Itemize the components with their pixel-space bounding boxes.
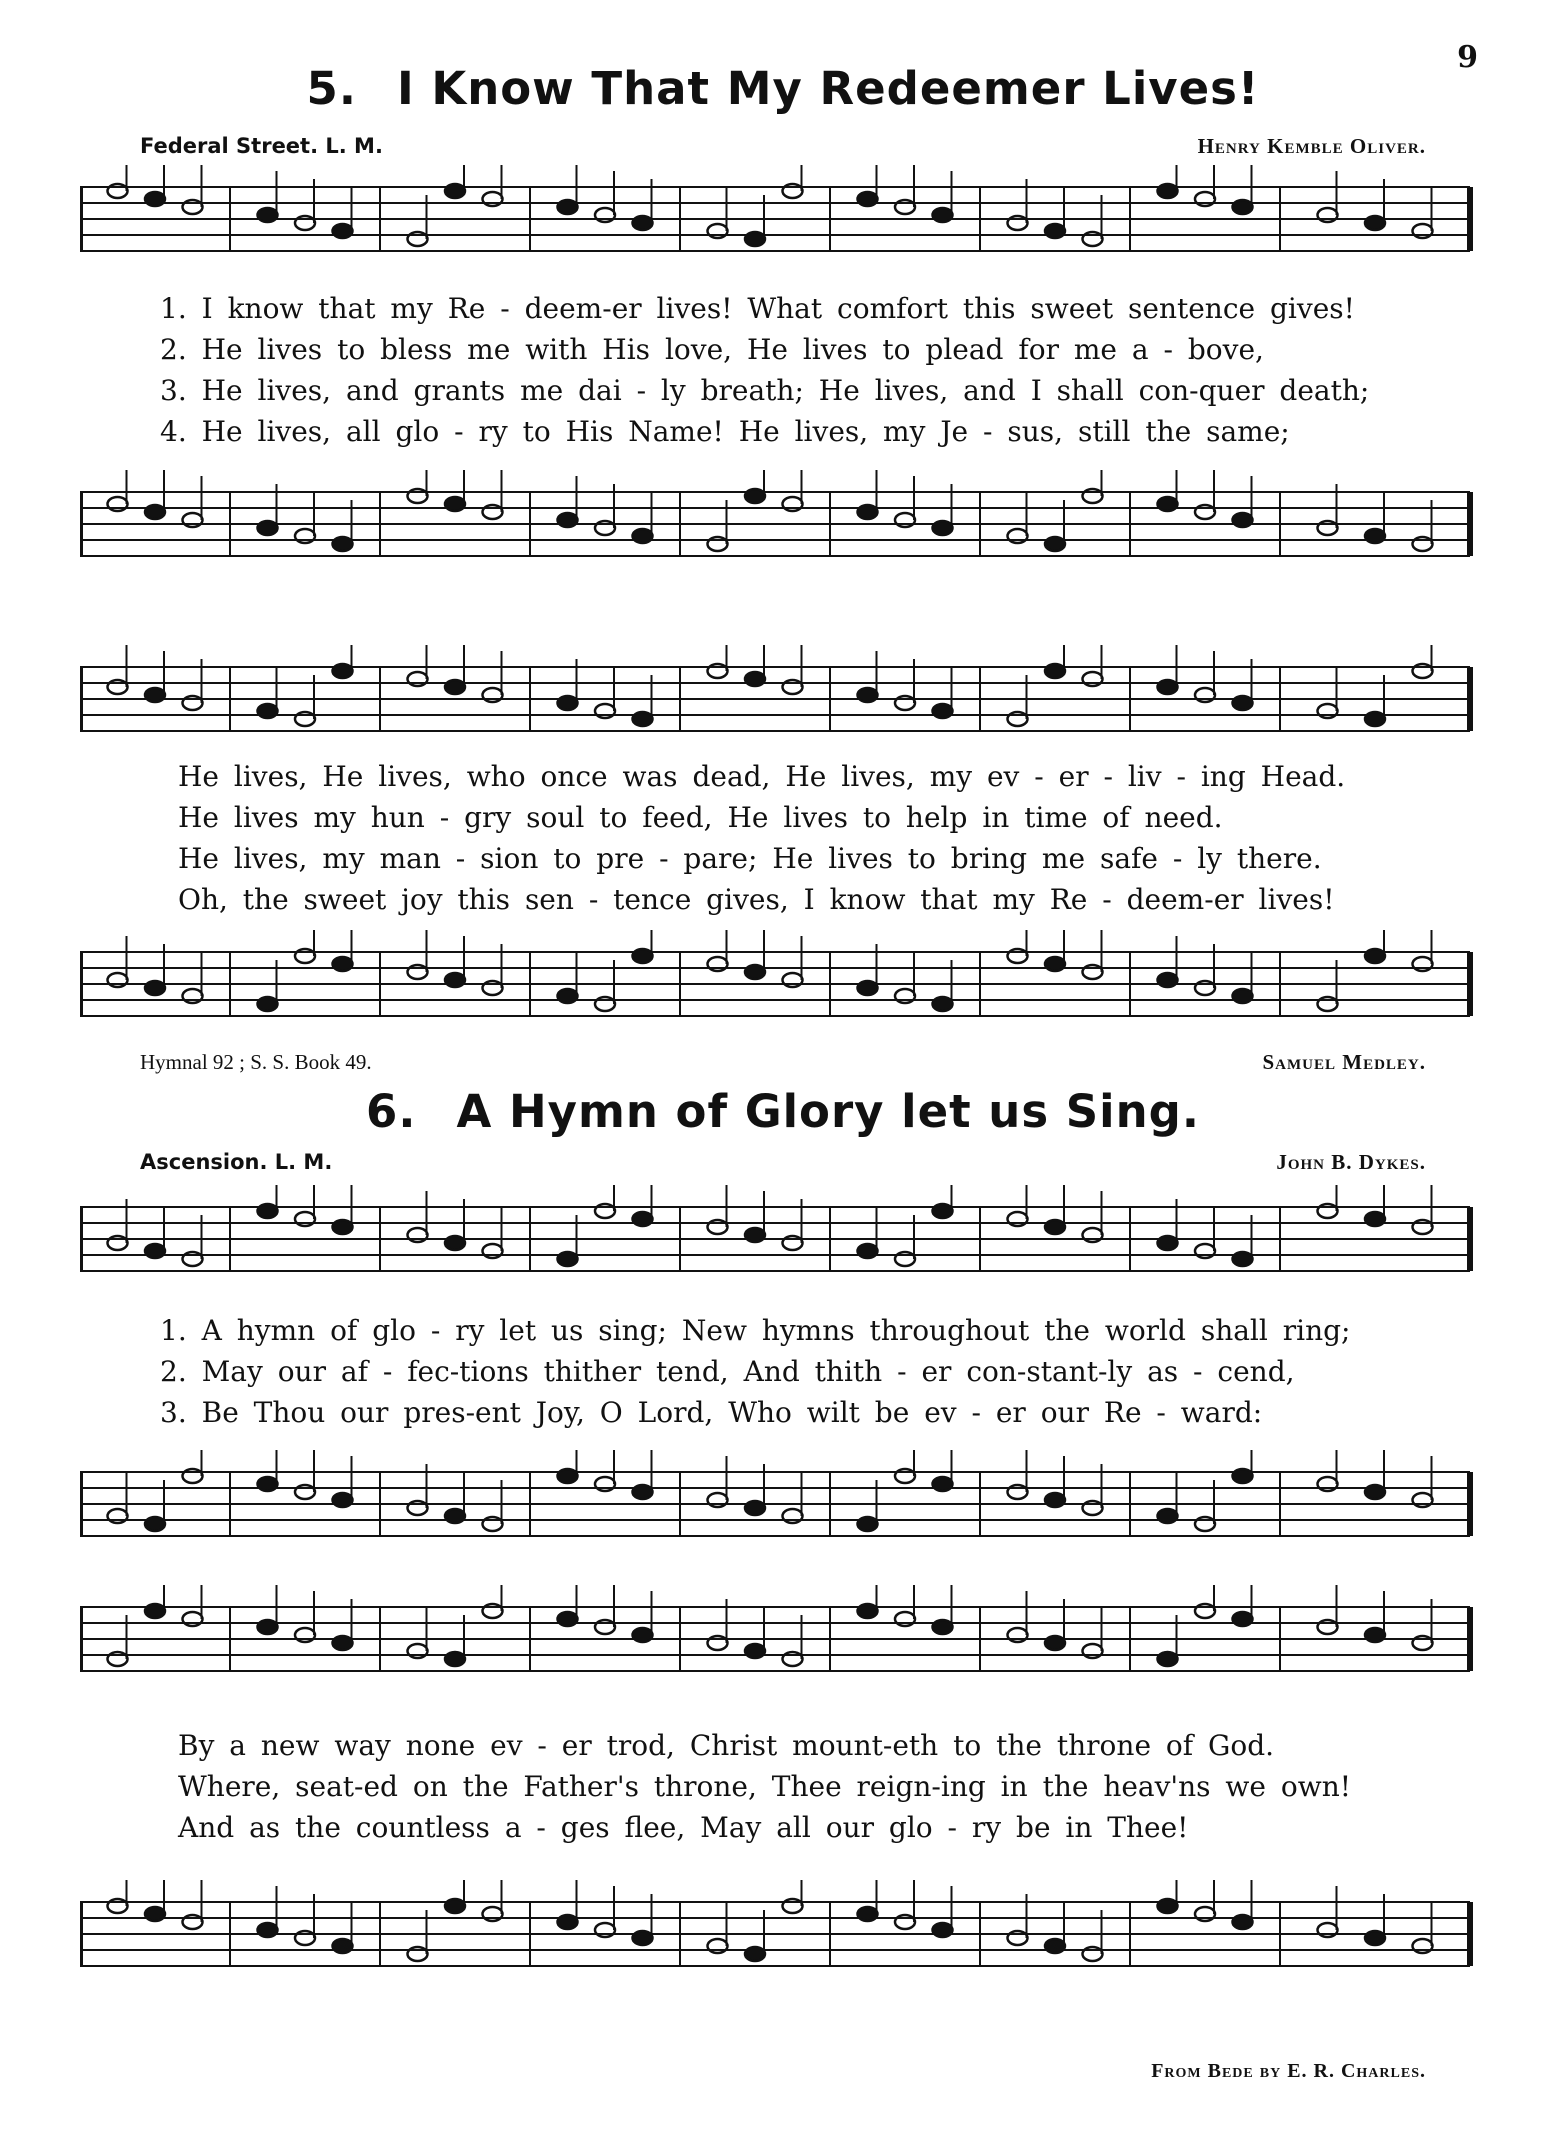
- note-head: [1045, 957, 1065, 971]
- note-head: [633, 712, 653, 726]
- note-head: [445, 1236, 465, 1250]
- note-head: [1158, 1652, 1178, 1666]
- lyric-line: Oh, the sweet joy this sen - tence gives, I know that my Re - deem-er lives!: [178, 883, 1335, 916]
- note-head: [1233, 696, 1253, 710]
- note-head: [1233, 989, 1253, 1003]
- note-head: [933, 208, 953, 222]
- note-head: [333, 664, 353, 678]
- note-head: [1365, 1931, 1385, 1945]
- note-head: [1158, 1899, 1178, 1913]
- source-note: From Bede by E. R. Charles.: [1151, 2060, 1426, 2082]
- note-head: [145, 688, 165, 702]
- note-head: [258, 521, 278, 535]
- treble-staff: [80, 165, 1480, 305]
- note-head: [1158, 497, 1178, 511]
- note-head: [558, 696, 578, 710]
- note-head: [1045, 1939, 1065, 1953]
- lyric-line: 4. He lives, all glo - ry to His Name! He lives, my Je - sus, still the same;: [160, 415, 1290, 448]
- note-head: [1045, 1220, 1065, 1234]
- hymn-title-text: A Hymn of Glory let us Sing.: [456, 1085, 1200, 1138]
- note-head: [1365, 216, 1385, 230]
- note-head: [558, 513, 578, 527]
- lyric-line: 2. May our af - fec-tions thither tend, And thith - er con-stant-ly as - cend,: [160, 1355, 1295, 1388]
- hymn-title: [0, 62, 1566, 115]
- note-head: [258, 1620, 278, 1634]
- note-head: [745, 965, 765, 979]
- lyric-line: 3. He lives, and grants me dai - ly breath; He lives, and I shall con-quer death;: [160, 374, 1370, 407]
- hymn-number: 6.: [366, 1085, 417, 1138]
- note-head: [1045, 224, 1065, 238]
- note-head: [1233, 1252, 1253, 1266]
- treble-staff: [80, 1185, 1480, 1325]
- note-head: [633, 216, 653, 230]
- note-head: [858, 505, 878, 519]
- note-head: [145, 1517, 165, 1531]
- note-head: [633, 1485, 653, 1499]
- note-head: [933, 997, 953, 1011]
- author-name: Samuel Medley.: [1262, 1050, 1426, 1074]
- note-head: [1045, 1636, 1065, 1650]
- lyric-line: By a new way none ev - er trod, Christ mount-eth to the throne of God.: [178, 1729, 1275, 1762]
- note-head: [445, 184, 465, 198]
- note-head: [333, 537, 353, 551]
- note-head: [1233, 1469, 1253, 1483]
- lyric-line: He lives my hun - gry soul to feed, He lives to help in time of need.: [178, 801, 1223, 834]
- note-head: [933, 1620, 953, 1634]
- note-head: [445, 973, 465, 987]
- note-head: [933, 704, 953, 718]
- note-head: [745, 232, 765, 246]
- note-head: [858, 1517, 878, 1531]
- note-head: [745, 1644, 765, 1658]
- stanza-block: [160, 288, 1480, 452]
- source-note: Hymnal 92 ; S. S. Book 49.: [140, 1050, 372, 1074]
- note-head: [933, 1477, 953, 1491]
- note-head: [1365, 1212, 1385, 1226]
- note-head: [558, 989, 578, 1003]
- note-head: [333, 1493, 353, 1507]
- lyric-line: 3. Be Thou our pres-ent Joy, O Lord, Who wilt be ev - er our Re - ward:: [160, 1396, 1263, 1429]
- note-head: [558, 1469, 578, 1483]
- note-head: [633, 949, 653, 963]
- note-head: [445, 680, 465, 694]
- note-head: [445, 1899, 465, 1913]
- note-head: [558, 1612, 578, 1626]
- note-head: [333, 957, 353, 971]
- bass-staff: [80, 930, 1480, 1070]
- note-head: [1233, 1915, 1253, 1929]
- note-head: [633, 1931, 653, 1945]
- note-head: [145, 1907, 165, 1921]
- lyric-line: He lives, He lives, who once was dead, He lives, my ev - er - liv - ing Head.: [178, 760, 1346, 793]
- note-head: [558, 1915, 578, 1929]
- note-head: [258, 1477, 278, 1491]
- note-head: [633, 1212, 653, 1226]
- lyric-line: 2. He lives to bless me with His love, He lives to plead for me a - bove,: [160, 333, 1264, 366]
- bass-staff: [80, 470, 1480, 610]
- note-head: [145, 192, 165, 206]
- note-head: [258, 704, 278, 718]
- note-head: [1365, 529, 1385, 543]
- stanza-block: [178, 1725, 1498, 1848]
- hymn-number: 5.: [306, 62, 357, 115]
- stanza-block: [178, 756, 1498, 920]
- note-head: [745, 1228, 765, 1242]
- note-head: [1045, 664, 1065, 678]
- note-head: [858, 981, 878, 995]
- note-head: [933, 521, 953, 535]
- note-head: [558, 1252, 578, 1266]
- note-head: [858, 192, 878, 206]
- note-head: [1158, 1509, 1178, 1523]
- note-head: [745, 1501, 765, 1515]
- treble-staff: [80, 1585, 1480, 1725]
- note-head: [333, 1220, 353, 1234]
- tune-name: Federal Street. L. M.: [140, 134, 383, 158]
- composer-name: John B. Dykes.: [1276, 1150, 1426, 1174]
- note-head: [445, 1652, 465, 1666]
- note-head: [1365, 1485, 1385, 1499]
- note-head: [445, 497, 465, 511]
- note-head: [1158, 973, 1178, 987]
- lyric-line: 1. A hymn of glo - ry let us sing; New hymns throughout the world shall ring;: [160, 1314, 1351, 1347]
- hymn-title: [0, 1085, 1566, 1138]
- bass-staff: [80, 1450, 1480, 1590]
- page-number: 9: [1457, 40, 1478, 75]
- note-head: [745, 1947, 765, 1961]
- note-head: [1365, 712, 1385, 726]
- note-head: [145, 981, 165, 995]
- note-head: [258, 997, 278, 1011]
- note-head: [1045, 537, 1065, 551]
- note-head: [1158, 184, 1178, 198]
- note-head: [145, 1604, 165, 1618]
- note-head: [258, 1923, 278, 1937]
- note-head: [333, 1939, 353, 1953]
- note-head: [145, 1244, 165, 1258]
- note-head: [558, 200, 578, 214]
- note-head: [858, 1604, 878, 1618]
- lyric-line: He lives, my man - sion to pre - pare; He lives to bring me safe - ly there.: [178, 842, 1322, 875]
- composer-name: Henry Kemble Oliver.: [1197, 134, 1426, 158]
- note-head: [445, 1509, 465, 1523]
- note-head: [333, 1636, 353, 1650]
- stanza-block: [160, 1310, 1480, 1433]
- note-head: [745, 672, 765, 686]
- bass-staff: [80, 1880, 1480, 2020]
- note-head: [258, 1204, 278, 1218]
- note-head: [633, 529, 653, 543]
- lyric-line: 1. I know that my Re - deem-er lives! What comfort this sweet sentence gives!: [160, 292, 1355, 325]
- note-head: [1158, 680, 1178, 694]
- hymn-title-text: I Know That My Redeemer Lives!: [396, 62, 1260, 115]
- note-head: [1365, 1628, 1385, 1642]
- note-head: [1158, 1236, 1178, 1250]
- note-head: [1233, 513, 1253, 527]
- note-head: [933, 1204, 953, 1218]
- note-head: [745, 489, 765, 503]
- tune-name: Ascension. L. M.: [140, 1150, 333, 1174]
- note-head: [858, 1244, 878, 1258]
- lyric-line: Where, seat-ed on the Father's throne, Thee reign-ing in the heav'ns we own!: [178, 1770, 1351, 1803]
- note-head: [1233, 200, 1253, 214]
- note-head: [1045, 1493, 1065, 1507]
- note-head: [1233, 1612, 1253, 1626]
- note-head: [145, 505, 165, 519]
- note-head: [1365, 949, 1385, 963]
- note-head: [858, 1907, 878, 1921]
- note-head: [633, 1628, 653, 1642]
- note-head: [858, 688, 878, 702]
- note-head: [933, 1923, 953, 1937]
- note-head: [333, 224, 353, 238]
- lyric-line: And as the countless a - ges flee, May all our glo - ry be in Thee!: [178, 1811, 1189, 1844]
- note-head: [258, 208, 278, 222]
